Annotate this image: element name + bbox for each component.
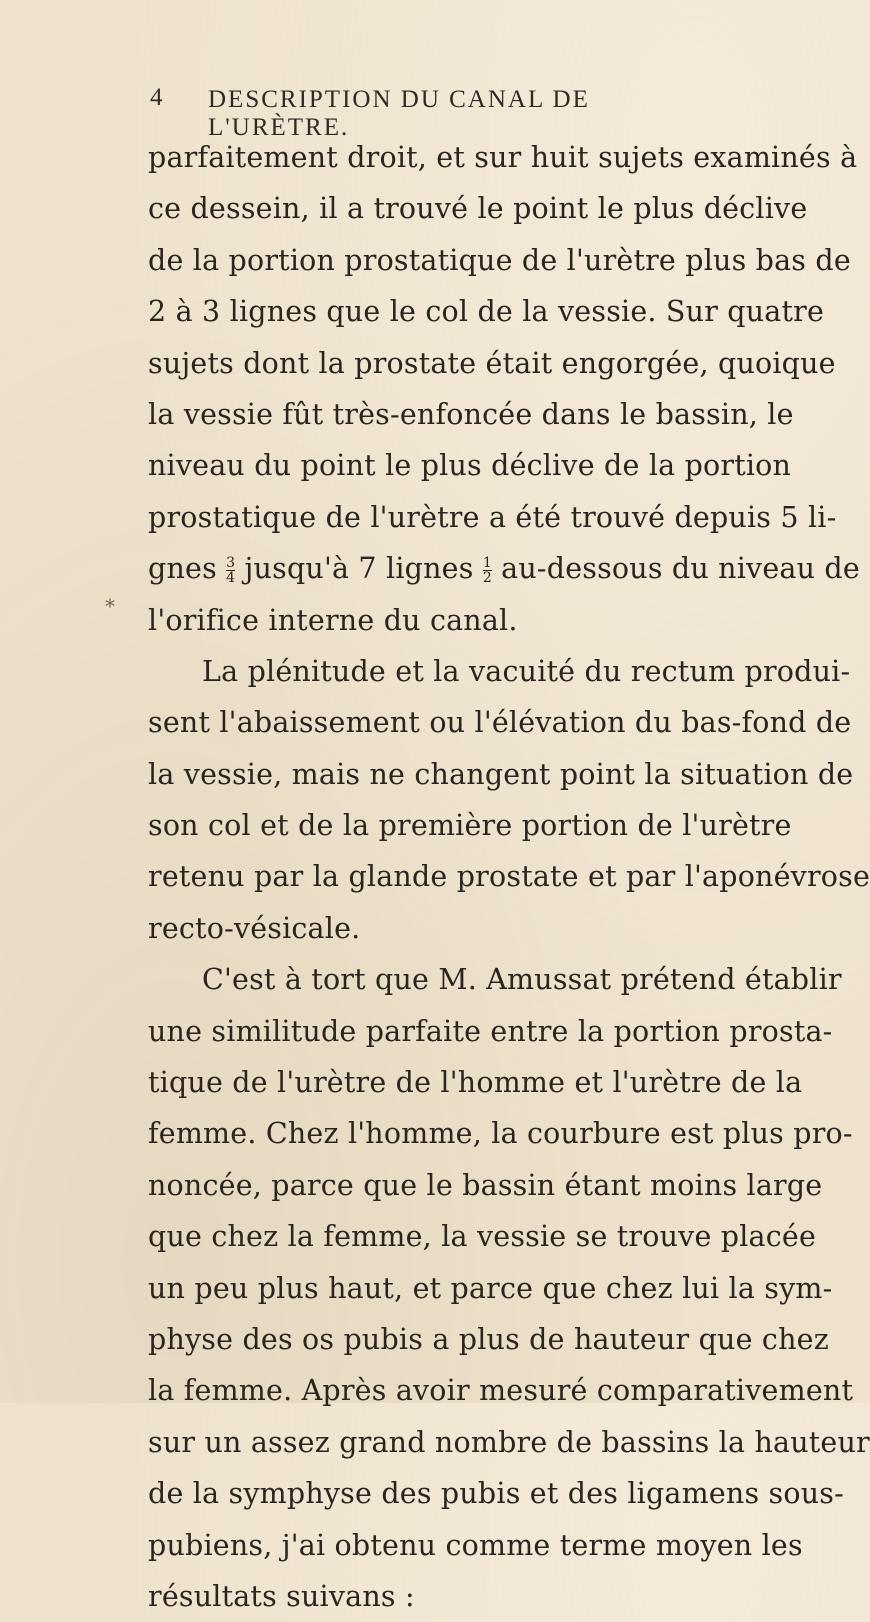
text-line: prostatique de l'urètre a été trouvé depuis 5 li- bbox=[148, 500, 837, 534]
text-line: 2 à 3 lignes que le col de la vessie. Sur quatre bbox=[148, 295, 825, 329]
fraction-denominator: 2 bbox=[482, 570, 492, 587]
text-line: que chez la femme, la vessie se trouve placée bbox=[148, 1220, 817, 1254]
running-header bbox=[150, 84, 710, 141]
text-line: parfaitement droit, et sur huit sujets examinés à bbox=[148, 141, 858, 174]
text-line: ce dessein, il a trouvé le point le plus déclive bbox=[148, 192, 808, 226]
text-line: sent l'abaissement ou l'élévation du bas-fond de bbox=[148, 706, 852, 740]
running-title: DESCRIPTION DU CANAL DE L'URÈTRE. bbox=[208, 86, 590, 141]
text-line: l'orifice interne du canal. bbox=[148, 603, 518, 637]
fraction bbox=[483, 556, 492, 585]
margin-mark: * bbox=[105, 594, 115, 618]
text-line-fractions bbox=[148, 543, 860, 594]
text-line: la vessie, mais ne changent point la situation de bbox=[148, 757, 854, 791]
paragraph-start: La plénitude et la vacuité du rectum produi- bbox=[202, 654, 851, 688]
text-line: pubiens, j'ai obtenu comme terme moyen les bbox=[148, 1528, 803, 1562]
text-fragment: jusqu'à 7 lignes bbox=[235, 552, 483, 586]
text-line: recto-vésicale. bbox=[148, 911, 361, 945]
text-line: sur un assez grand nombre de bassins la hauteur bbox=[148, 1425, 870, 1459]
text-line: physe des os pubis a plus de hauteur que chez bbox=[148, 1322, 829, 1356]
text-line: tique de l'urètre de l'homme et l'urètre de la bbox=[148, 1066, 803, 1100]
text-line: de la symphyse des pubis et des ligamens sous- bbox=[148, 1477, 844, 1511]
fraction bbox=[226, 556, 235, 585]
text-line: noncée, parce que le bassin étant moins large bbox=[148, 1168, 823, 1202]
page-number: 4 bbox=[150, 84, 165, 111]
fraction-numerator: 1 bbox=[482, 555, 492, 572]
text-line: de la portion prostatique de l'urètre plus bas de bbox=[148, 243, 851, 277]
body-text bbox=[148, 132, 870, 1622]
text-line: une similitude parfaite entre la portion prosta- bbox=[148, 1014, 833, 1048]
text-line: femme. Chez l'homme, la courbure est plus pro- bbox=[148, 1117, 853, 1151]
text-line: niveau du point le plus déclive de la portion bbox=[148, 449, 792, 483]
paragraph-start: C'est à tort que M. Amussat prétend établir bbox=[202, 963, 842, 997]
fraction-numerator: 3 bbox=[226, 555, 236, 572]
text-line: la vessie fût très-enfoncée dans le bassin, le bbox=[148, 397, 794, 431]
text-line: un peu plus haut, et parce que chez lui la sym- bbox=[148, 1271, 833, 1305]
text-line: son col et de la première portion de l'urètre bbox=[148, 809, 792, 843]
text-line: sujets dont la prostate était engorgée, quoique bbox=[148, 346, 836, 380]
text-line: résultats suivans : bbox=[148, 1579, 415, 1613]
text-line: la femme. Après avoir mesuré comparativement bbox=[148, 1374, 854, 1408]
text-line: retenu par la glande prostate et par l'aponévrose bbox=[148, 860, 870, 894]
text-fragment: au-dessous du niveau de bbox=[491, 552, 860, 586]
fraction-denominator: 4 bbox=[226, 570, 236, 587]
text-fragment: gnes bbox=[148, 552, 227, 586]
